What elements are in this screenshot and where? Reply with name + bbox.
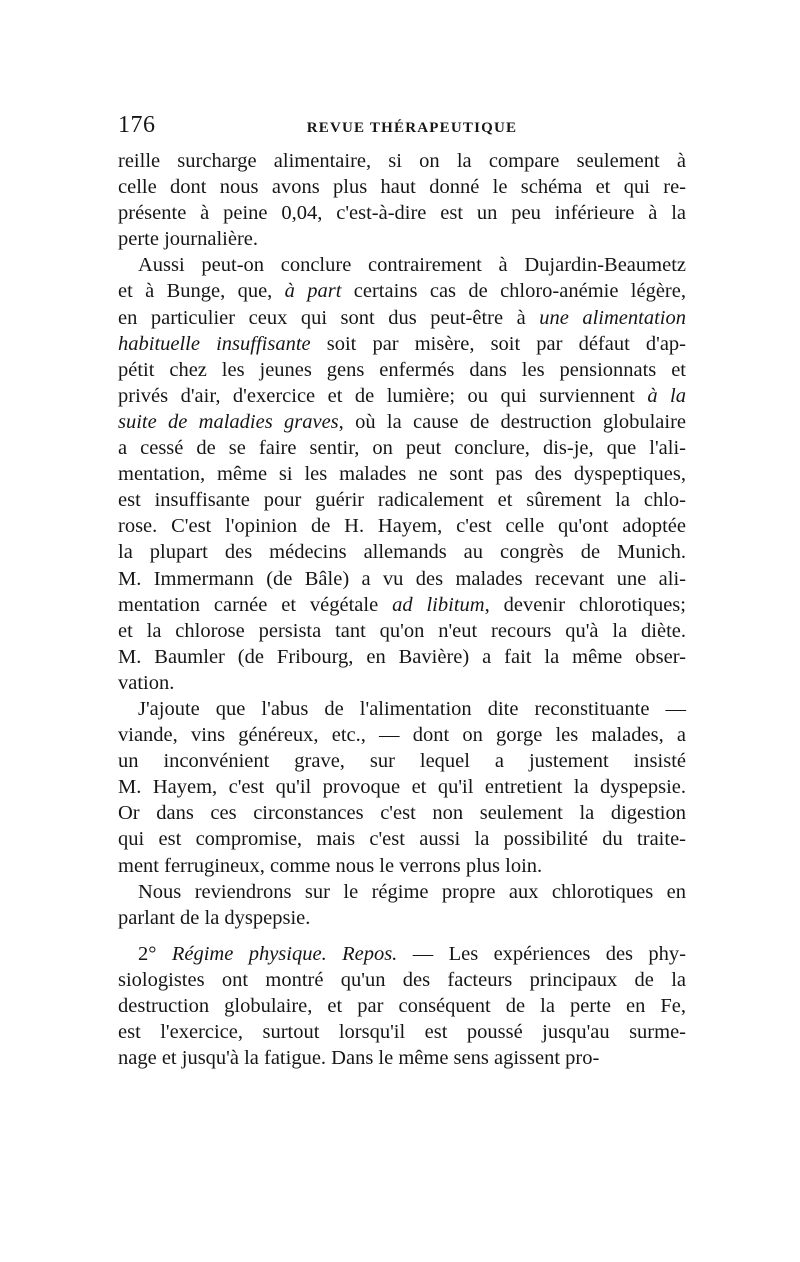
text-line xyxy=(118,618,686,644)
italic-text: une alimentation xyxy=(539,306,686,329)
text-line xyxy=(118,941,686,967)
text-line xyxy=(118,696,686,722)
text-segment: soit par misère, soit par défaut d'ap- xyxy=(310,332,687,355)
italic-text: suite de maladies graves xyxy=(118,410,339,433)
text-line xyxy=(118,1019,686,1045)
text-line xyxy=(118,305,686,331)
journal-title: REVUE THÉRAPEUTIQUE xyxy=(306,120,518,136)
text-segment: — Les expériences des phy- xyxy=(397,942,686,965)
text-line xyxy=(118,278,686,304)
text-line xyxy=(118,826,686,852)
text-line xyxy=(118,748,686,774)
text-line xyxy=(118,461,686,487)
text-segment: M. Hayem, c'est qu'il provoque et qu'il entretient la dyspepsie. xyxy=(118,776,686,799)
text-line xyxy=(118,853,686,879)
text-segment: est l'exercice, surtout lorsqu'il est poussé jusqu'au surme- xyxy=(118,1021,686,1044)
text-segment: nage et jusqu'à la fatigue. Dans le même sens agissent pro- xyxy=(118,1047,600,1070)
text-line xyxy=(118,435,686,461)
italic-text: ad libitum xyxy=(392,593,485,616)
text-segment: mentation carnée et végétale xyxy=(118,593,393,616)
text-segment: privés d'air, d'exercice et de lumière; ou qui surviennent xyxy=(118,384,648,407)
text-line xyxy=(118,513,686,539)
body-text xyxy=(118,148,686,1071)
text-line xyxy=(118,774,686,800)
running-head xyxy=(118,112,686,148)
text-line xyxy=(118,487,686,513)
text-line xyxy=(118,539,686,565)
text-line xyxy=(118,409,686,435)
text-line xyxy=(118,226,686,252)
text-segment: M. Immermann (de Bâle) a vu des malades recevant une ali- xyxy=(118,567,686,590)
paragraph xyxy=(118,879,686,931)
text-line xyxy=(118,357,686,383)
paragraph xyxy=(118,941,686,1071)
text-segment: perte journalière. xyxy=(118,228,259,251)
text-segment: reille surcharge alimentaire, si on la compare seulement à xyxy=(118,150,686,172)
text-segment: et à Bunge, que, xyxy=(118,280,285,303)
text-line xyxy=(118,383,686,409)
text-line xyxy=(118,644,686,670)
text-segment: vation. xyxy=(118,671,175,694)
text-segment: siologistes ont montré qu'un des facteurs principaux de la xyxy=(118,968,686,991)
paragraph xyxy=(118,696,686,879)
text-line xyxy=(118,993,686,1019)
text-line xyxy=(118,670,686,696)
text-line xyxy=(118,566,686,592)
text-segment: , devenir chlorotiques; xyxy=(484,593,686,616)
italic-text: Régime physique. Repos. xyxy=(171,942,398,965)
document-page xyxy=(118,112,686,1071)
text-line xyxy=(118,905,686,931)
text-segment: présente à peine 0,04, c'est-à-dire est un peu inférieure à la xyxy=(118,202,686,225)
text-segment: celle dont nous avons plus haut donné le schéma et qui re- xyxy=(118,176,686,199)
text-segment: parlant de la dyspepsie. xyxy=(118,906,311,929)
text-segment: mentation, même si les malades ne sont pas des dyspeptiques, xyxy=(118,463,686,486)
text-line xyxy=(118,879,686,905)
text-segment: J'ajoute que l'abus de l'alimentation dite reconstituante — xyxy=(138,697,686,720)
text-segment: Aussi peut-on conclure contrairement à Dujardin-Beaumetz xyxy=(138,254,686,277)
text-segment: viande, vins généreux, etc., — dont on gorge les malades, a xyxy=(118,724,686,747)
text-line xyxy=(118,174,686,200)
text-segment: et la chlorose persista tant qu'on n'eut recours qu'à la diète. xyxy=(118,619,686,642)
text-segment: qui est compromise, mais c'est aussi la possibilité du traite- xyxy=(118,828,686,851)
italic-text: à part xyxy=(284,280,342,303)
paragraph xyxy=(118,148,686,252)
italic-text: à la xyxy=(647,384,686,407)
text-line xyxy=(118,967,686,993)
text-segment: en particulier ceux qui sont dus peut-être à xyxy=(118,306,540,329)
text-segment: certains cas de chloro-anémie légère, xyxy=(341,280,686,303)
text-segment: a cessé de se faire sentir, on peut conclure, dis-je, que l'ali- xyxy=(118,437,686,460)
text-segment: rose. C'est l'opinion de H. Hayem, c'est celle qu'ont adoptée xyxy=(118,515,686,538)
text-line xyxy=(118,592,686,618)
text-segment: ment ferrugineux, comme nous le verrons plus loin. xyxy=(118,854,543,877)
text-segment: Nous reviendrons sur le régime propre aux chlorotiques en xyxy=(138,880,686,903)
text-segment: 2° xyxy=(138,942,172,965)
text-line xyxy=(118,722,686,748)
text-line xyxy=(118,200,686,226)
text-line xyxy=(118,148,686,174)
italic-text: habituelle insuffisante xyxy=(118,332,311,355)
text-segment: est insuffisante pour guérir radicalement et sûrement la chlo- xyxy=(118,489,686,512)
paragraph xyxy=(118,252,686,696)
text-line xyxy=(118,331,686,357)
text-segment: M. Baumler (de Fribourg, en Bavière) a fait la même obser- xyxy=(118,645,686,668)
text-segment: un inconvénient grave, sur lequel a justement insisté xyxy=(118,750,686,773)
text-segment: la plupart des médecins allemands au congrès de Munich. xyxy=(118,541,686,564)
text-segment: destruction globulaire, et par conséquent de la perte en Fe, xyxy=(118,995,686,1017)
text-line xyxy=(118,1045,686,1071)
text-segment: , où la cause de destruction globulaire xyxy=(338,410,686,433)
text-segment: pétit chez les jeunes gens enfermés dans les pensionnats et xyxy=(118,358,686,381)
text-segment: Or dans ces circonstances c'est non seulement la digestion xyxy=(118,802,686,825)
text-line xyxy=(118,800,686,826)
text-line xyxy=(118,252,686,278)
page-number: 176 xyxy=(118,112,156,138)
